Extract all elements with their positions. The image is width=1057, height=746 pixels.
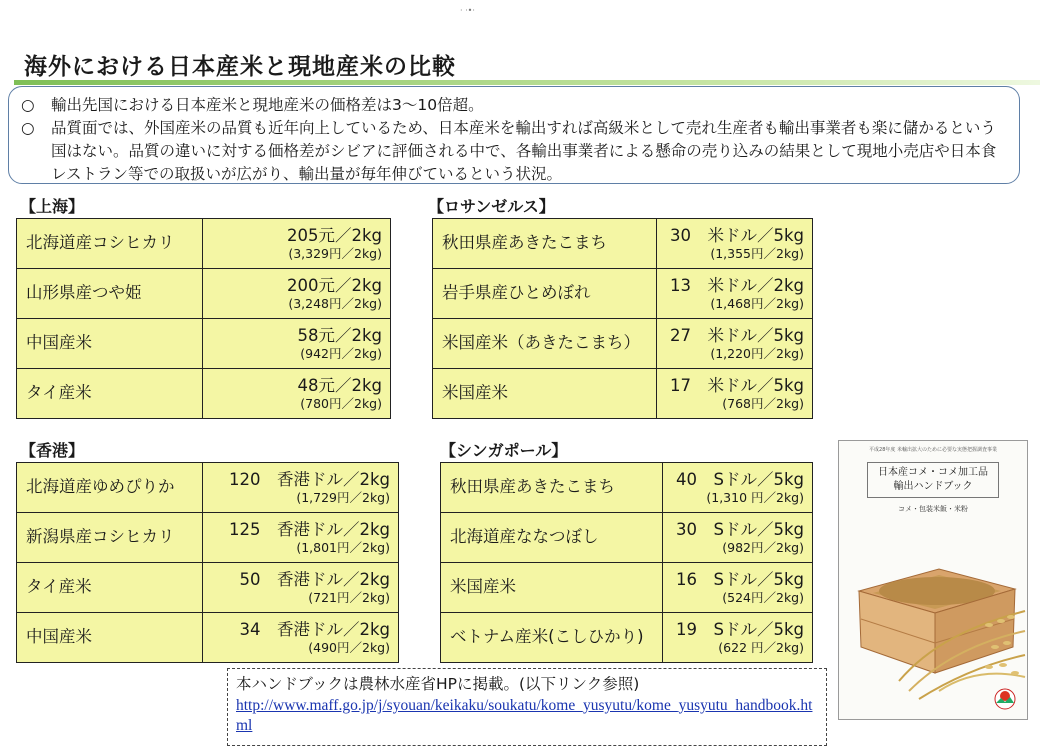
table-row	[433, 219, 813, 269]
booklet-title-line: 輸出ハンドブック	[893, 481, 973, 492]
price-cell	[657, 219, 813, 269]
rice-illustration	[839, 441, 1028, 720]
price-cell	[203, 369, 391, 419]
yen-price: (1,801円／2kg)	[296, 540, 390, 555]
rice-name: 秋田県産あきたこまち	[433, 219, 657, 269]
yen-price: (942円／2kg)	[300, 346, 382, 361]
local-price: 30 米ドル／5kg	[669, 226, 804, 245]
summary-text: 品質面では、外国産米の品質も近年向上しているため、日本産米を輸出すれば高級米として売れ生産者も輸出事業者も楽に儲かるという国はない。品質の違いに対する価格差がシビアに評価される中で、各輸出事業者による懸命の売り込みの結果として現地小売店や日本食レストラン等での取扱いが広がり、輸出量が毎年伸びているという状況。	[51, 119, 997, 183]
local-price: 48元／2kg	[297, 376, 382, 395]
note-heading: 本ハンドブックは農林水産省HPに掲載。(以下リンク参照)	[236, 675, 640, 693]
table-row	[17, 269, 391, 319]
local-price: 13 米ドル／2kg	[669, 276, 804, 295]
price-cell	[203, 219, 391, 269]
price-cell	[203, 319, 391, 369]
summary-box	[8, 86, 1020, 184]
table-row	[433, 369, 813, 419]
table-row	[17, 613, 399, 663]
yen-price: (1,355円／2kg)	[710, 246, 804, 261]
rice-name: 新潟県産コシヒカリ	[17, 513, 203, 563]
local-price: 40 Sドル／5kg	[676, 470, 804, 489]
rice-name: 秋田県産あきたこまち	[441, 463, 663, 513]
handbook-note	[227, 668, 827, 746]
title-underline	[14, 80, 1040, 85]
local-price: 125 香港ドル／2kg	[228, 520, 390, 539]
rice-name: 山形県産つや姫	[17, 269, 203, 319]
region-label-shanghai: 【上海】	[20, 197, 85, 216]
local-price: 200元／2kg	[286, 276, 382, 295]
yen-price: (982円／2kg)	[722, 540, 804, 555]
local-price: 120 香港ドル／2kg	[228, 470, 390, 489]
table-row	[17, 513, 399, 563]
price-cell	[663, 613, 813, 663]
local-price: 19 Sドル／5kg	[676, 620, 804, 639]
price-cell	[663, 513, 813, 563]
local-price: 34 香港ドル／2kg	[239, 620, 390, 639]
table-row	[17, 219, 391, 269]
yen-price: (1,729円／2kg)	[296, 490, 390, 505]
price-cell	[203, 463, 399, 513]
rice-name: 米国産米	[433, 369, 657, 419]
table-row	[433, 319, 813, 369]
table-row	[441, 513, 813, 563]
local-price: 27 米ドル／5kg	[669, 326, 804, 345]
rice-name: 北海道産ななつぼし	[441, 513, 663, 563]
price-cell	[657, 269, 813, 319]
booklet-subtitle: コメ・包装米飯・米粉	[898, 505, 968, 513]
table-row	[441, 563, 813, 613]
price-table-singapore	[440, 462, 813, 663]
bullet-circle: ○	[21, 96, 35, 114]
region-label-los-angeles: 【ロサンゼルス】	[428, 197, 555, 216]
region-label-singapore: 【シンガポール】	[440, 441, 568, 460]
summary-point	[21, 94, 1009, 117]
rice-name: 米国産米（あきたこまち）	[433, 319, 657, 369]
price-cell	[203, 513, 399, 563]
local-price: 16 Sドル／5kg	[676, 570, 804, 589]
yen-price: (622 円／2kg)	[718, 640, 804, 655]
rice-name: 中国産米	[17, 613, 203, 663]
yen-price: (1,220円／2kg)	[710, 346, 804, 361]
handbook-link[interactable]: http://www.maff.go.jp/j/syouan/keikaku/soukatu/kome_yusyutu/kome_yusyutu_handbook.html	[236, 697, 813, 734]
price-cell	[663, 463, 813, 513]
table-row	[17, 463, 399, 513]
price-cell	[657, 369, 813, 419]
table-row	[17, 369, 391, 419]
local-price: 17 米ドル／5kg	[669, 376, 804, 395]
yen-price: (1,310 円／2kg)	[706, 490, 804, 505]
yen-price: (490円／2kg)	[308, 640, 390, 655]
rice-name: ベトナム産米(こしひかり)	[441, 613, 663, 663]
price-cell	[657, 319, 813, 369]
price-cell	[663, 563, 813, 613]
yen-price: (3,248円／2kg)	[288, 296, 382, 311]
table-row	[441, 613, 813, 663]
table-row	[17, 563, 399, 613]
price-cell	[203, 563, 399, 613]
handbook-cover-image	[838, 440, 1028, 720]
price-cell	[203, 269, 391, 319]
rice-name: 中国産米	[17, 319, 203, 369]
rice-name: 北海道産ゆめぴりか	[17, 463, 203, 513]
table-row	[433, 269, 813, 319]
rice-name: 米国産米	[441, 563, 663, 613]
local-price: 58元／2kg	[297, 326, 382, 345]
yen-price: (721円／2kg)	[308, 590, 390, 605]
yen-price: (768円／2kg)	[722, 396, 804, 411]
table-row	[441, 463, 813, 513]
rice-name: タイ産米	[17, 563, 203, 613]
table-row	[17, 319, 391, 369]
booklet-title-line: 日本産コメ・コメ加工品	[878, 467, 988, 478]
region-label-hong-kong: 【香港】	[20, 441, 85, 460]
rice-name: 岩手県産ひとめぼれ	[433, 269, 657, 319]
price-table-shanghai	[16, 218, 391, 419]
summary-text: 輸出先国における日本産米と現地産米の価格差は3～10倍超。	[51, 96, 484, 114]
price-cell	[203, 613, 399, 663]
bullet-circle: ○	[21, 119, 35, 137]
yen-price: (3,329円／2kg)	[288, 246, 382, 261]
yen-price: (1,468円／2kg)	[710, 296, 804, 311]
local-price: 205元／2kg	[286, 226, 382, 245]
price-table-hong-kong	[16, 462, 399, 663]
local-price: 50 香港ドル／2kg	[239, 570, 390, 589]
booklet-pre-title: 平成28年度 米輸出拡大のために必要な実態把握調査事業	[869, 447, 997, 453]
local-price: 30 Sドル／5kg	[676, 520, 804, 539]
rice-name: タイ産米	[17, 369, 203, 419]
scan-mark: · ·•·	[460, 6, 475, 15]
price-table-los-angeles	[432, 218, 813, 419]
summary-point	[21, 117, 1009, 186]
yen-price: (780円／2kg)	[300, 396, 382, 411]
page-title: 海外における日本産米と現地産米の比較	[24, 54, 456, 80]
yen-price: (524円／2kg)	[722, 590, 804, 605]
rice-name: 北海道産コシヒカリ	[17, 219, 203, 269]
